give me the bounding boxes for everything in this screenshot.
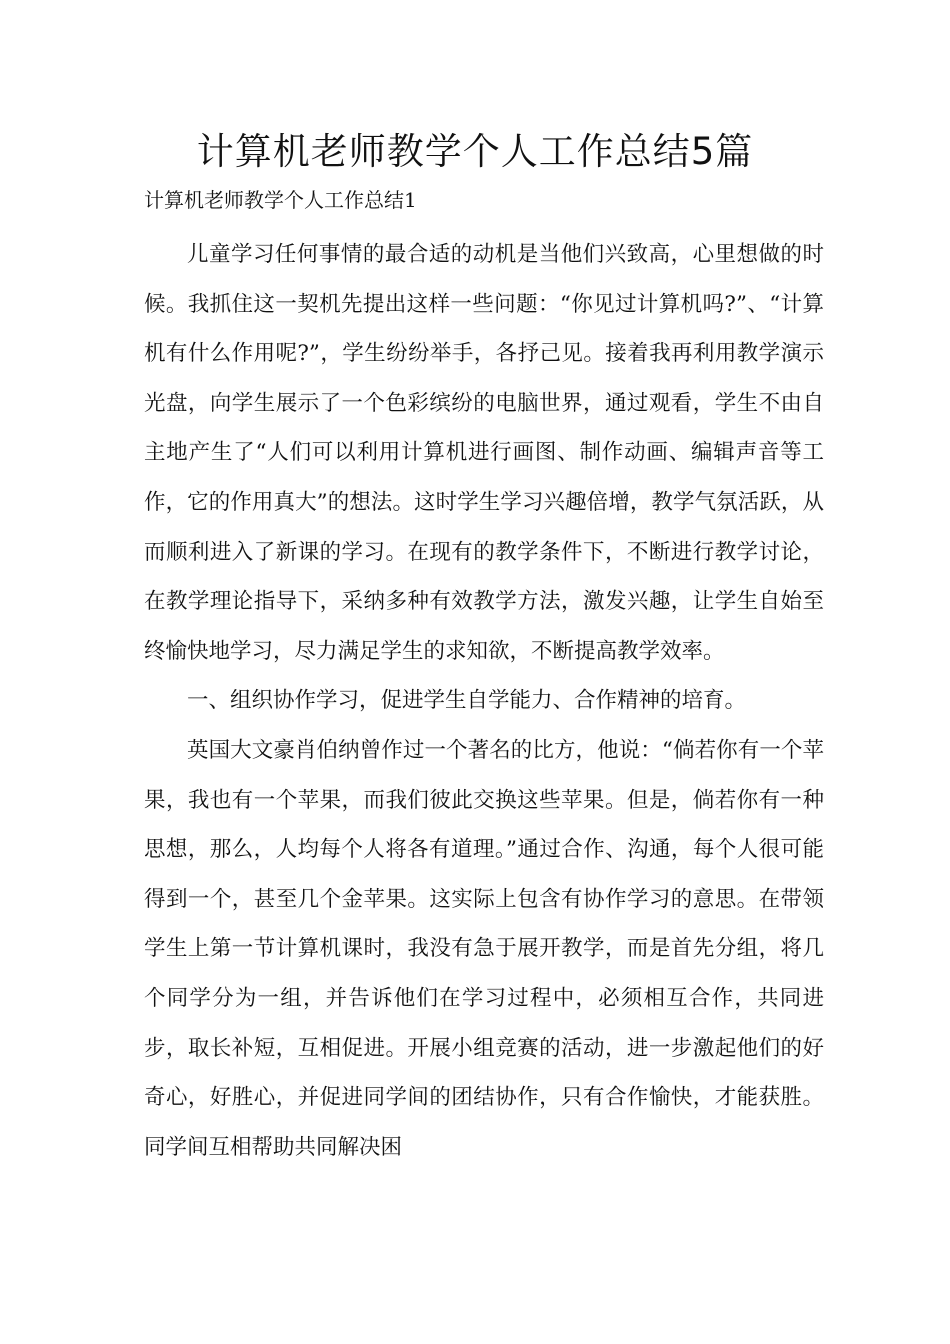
document-body bbox=[144, 230, 824, 1172]
document-title: 计算机老师教学个人工作总结5篇 bbox=[196, 130, 754, 173]
paragraph-collaboration: 英国大文豪肖伯纳曾作过一个著名的比方，他说：“倘若你有一个苹果，我也有一个苹果，而我们彼此交换这些苹果。但是，倘若你有一种思想，那么，人均每个人将各有道理。”通过合作、沟通，每个人很可能得到一个，甚至几个金苹果。这实际上包含有协作学习的意思。在带领学生上第一节计算机课时，我没有急于展开教学，而是首先分组，将几个同学分为一组，并告诉他们在学习过程中，必须相互合作，共同进步，取长补短，互相促进。开展小组竞赛的活动，进一步激起他们的好奇心，好胜心，并促进同学间的团结协作，只有合作愉快，才能获胜。同学间互相帮助共同解决困 bbox=[144, 737, 824, 1160]
paragraph-subheading: 一、组织协作学习，促进学生自学能力、合作精神的培育。 bbox=[187, 688, 747, 714]
paragraph-intro: 儿童学习任何事情的最合适的动机是当他们兴致高，心里想做的时候。我抓住这一契机先提出这样一些问题：“你见过计算机吗?”、“计算机有什么作用呢?”，学生纷纷举手，各抒己见。接着我再利用教学演示光盘，向学生展示了一个色彩缤纷的电脑世界，通过观看，学生不由自主地产生了“人们可以利用计算机进行画图、制作动画、编辑声音等工作，它的作用真大”的想法。这时学生学习兴趣倍增，教学气氛活跃，从而顺利进入了新课的学习。在现有的教学条件下，不断进行教学讨论，在教学理论指导下，采纳多种有效教学方法，激发兴趣，让学生自始至终愉快地学习，尽力满足学生的求知欲，不断提高教学效率。 bbox=[144, 242, 824, 664]
section-heading: 计算机老师教学个人工作总结1 bbox=[144, 188, 417, 212]
